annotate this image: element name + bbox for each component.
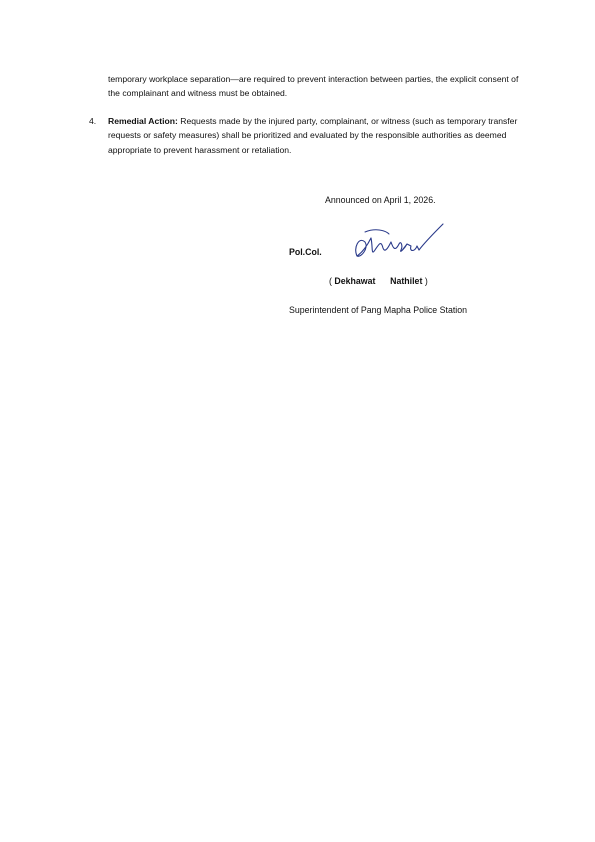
first-name: Dekhawat [334,276,376,286]
rank-label: Pol.Col. [289,247,322,257]
remedial-action-text: Requests made by the injured party, complainant, or witness (such as temporary transfer requests or safety measures) shall be prioritized and evaluated by the responsible authorities as deemed appropriate to prevent harassment or retaliation. [108,116,518,155]
handwritten-signature [345,218,450,268]
signatory-position: Superintendent of Pang Mapha Police Station [289,305,468,315]
last-name: Nathilet [390,276,423,286]
list-number: 4. [89,116,97,126]
signatory-name: ( Dekhawat Nathilet ) [329,276,428,286]
announcement-date: Announced on April 1, 2026. [325,195,436,205]
continuation-paragraph: temporary workplace separation—are required to prevent interaction between parties, the explicit consent of the complainant and witness must be obtained. [108,74,519,99]
remedial-action-heading: Remedial Action: [108,116,178,126]
remedial-action-paragraph [108,114,528,157]
